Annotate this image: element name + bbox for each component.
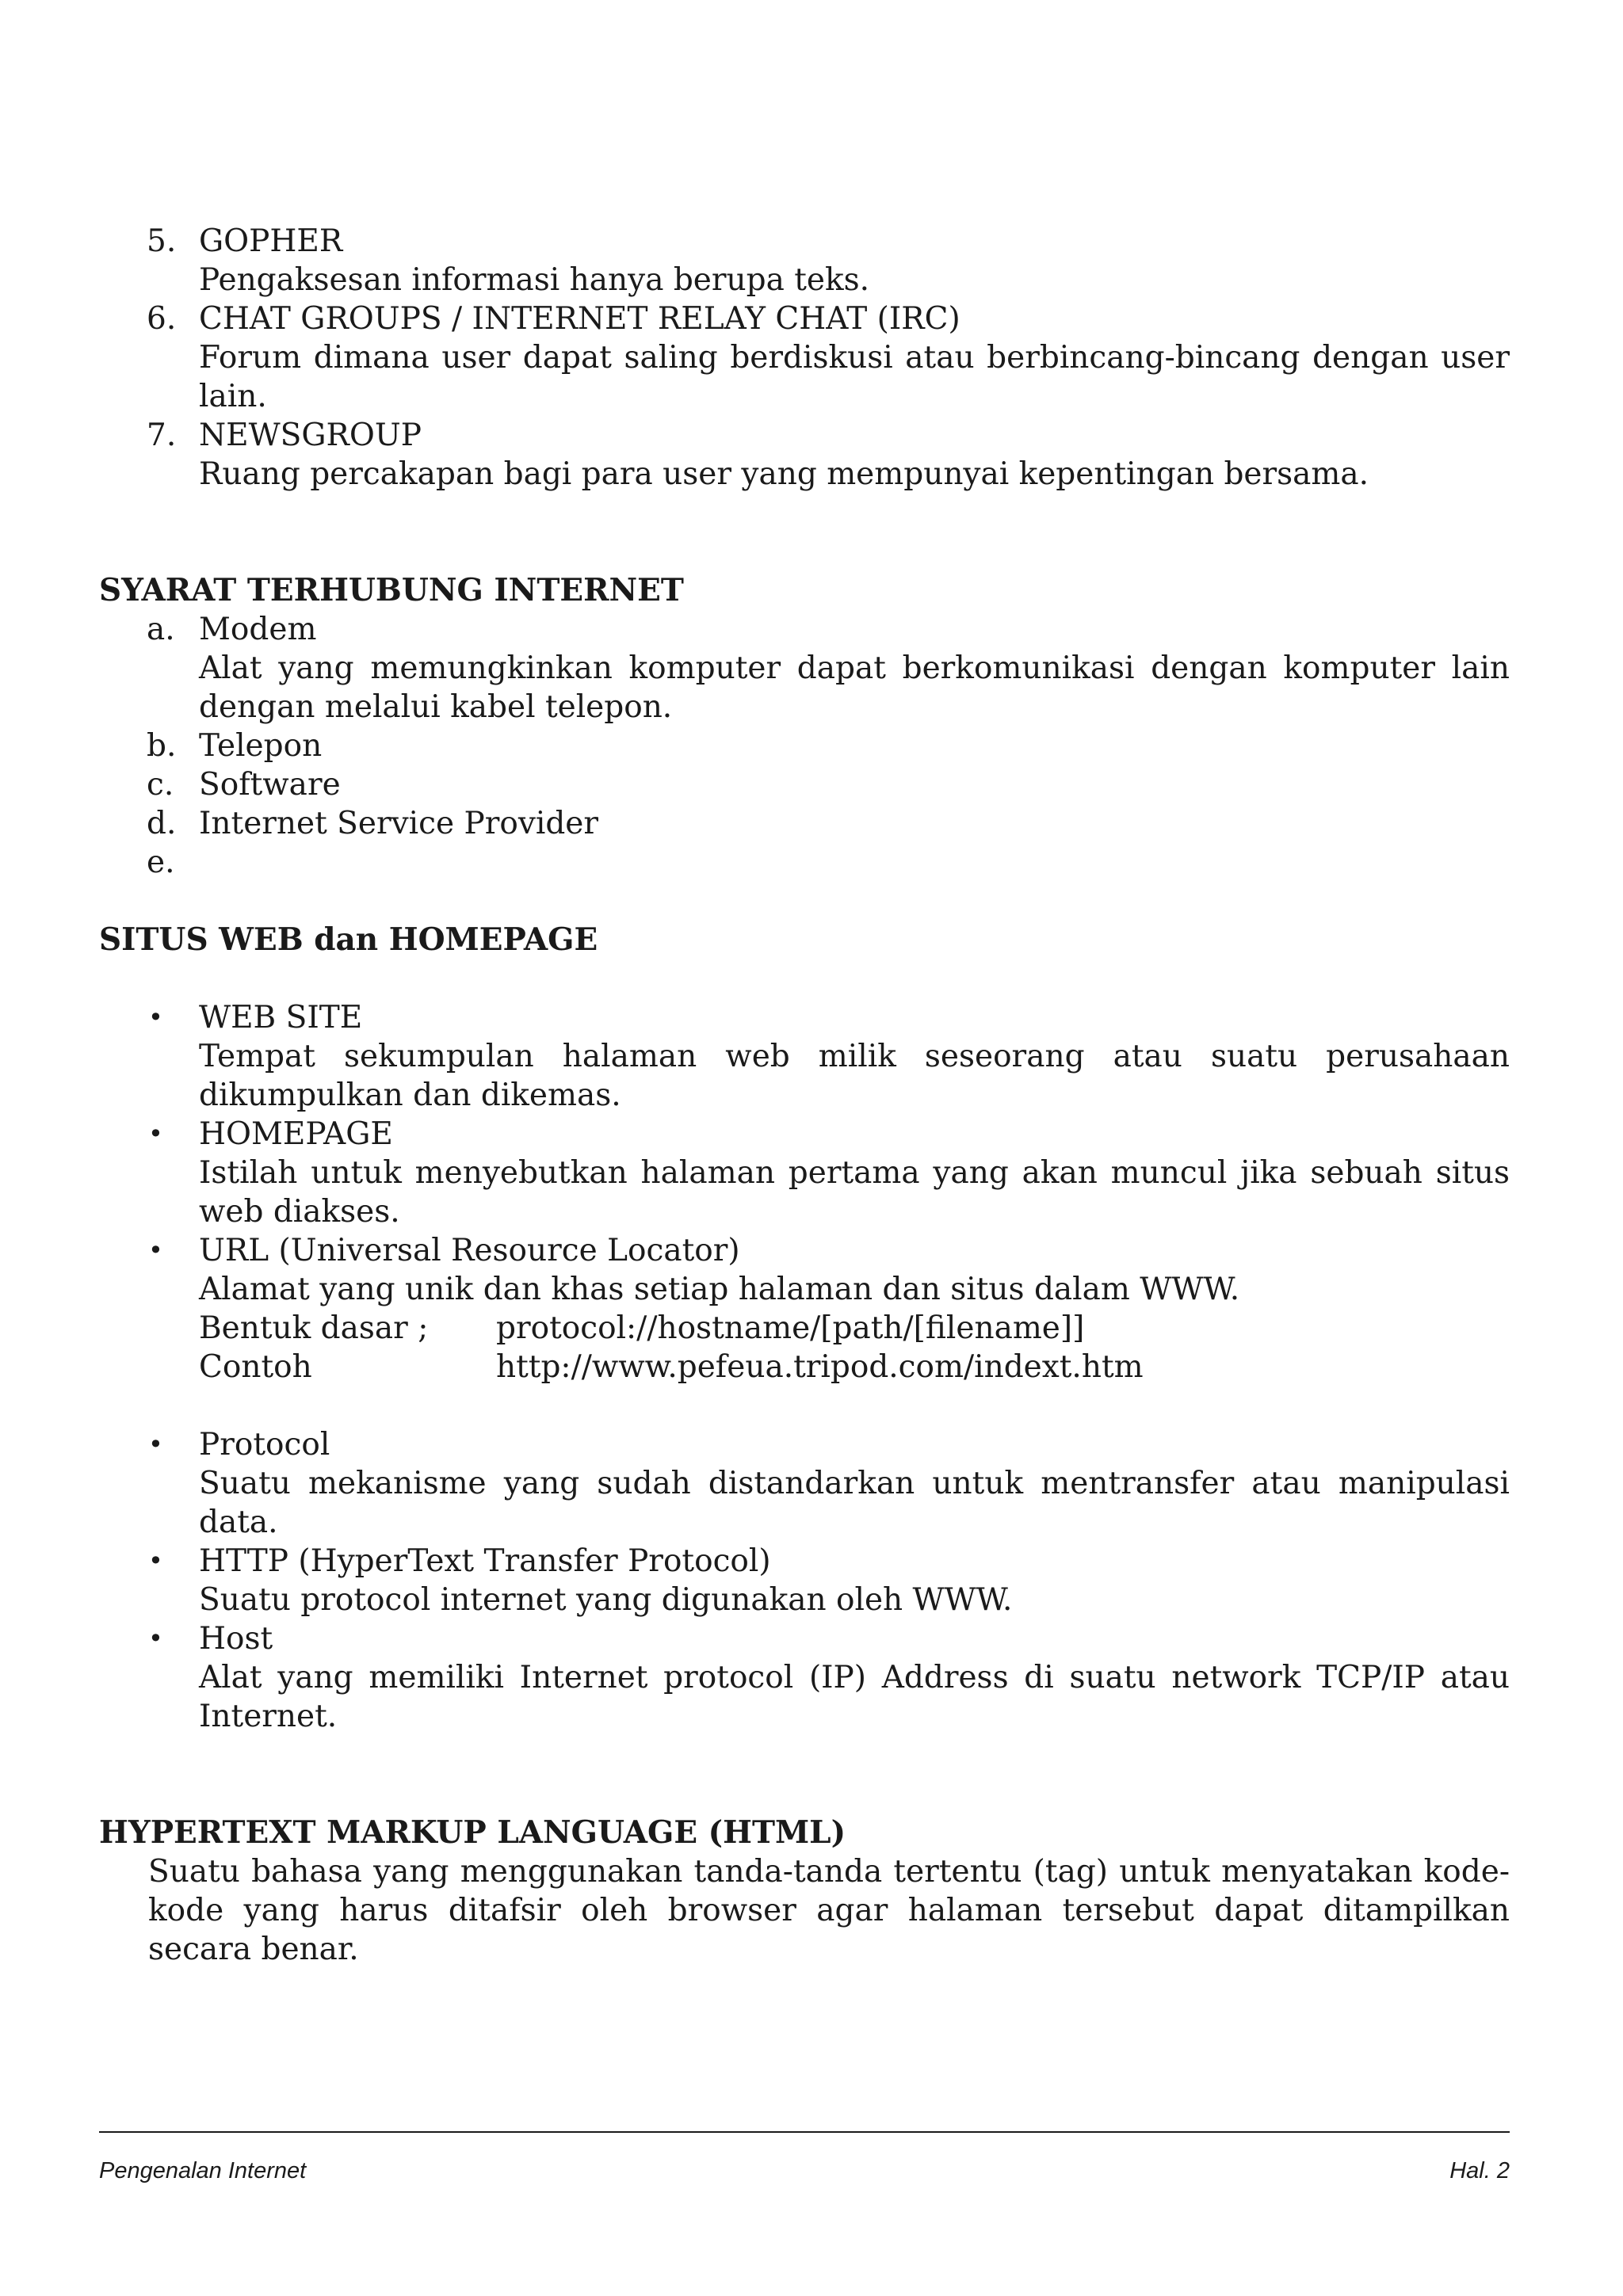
footer-title: Pengenalan Internet bbox=[99, 2158, 307, 2183]
list-letter: a. bbox=[147, 612, 175, 647]
bullet-item bbox=[99, 1115, 1510, 1231]
list-letter: c. bbox=[147, 767, 174, 803]
bullet-item bbox=[99, 1619, 1510, 1736]
item-description: Forum dimana user dapat saling berdiskusi atau berbincang-bincang dengan user lain. bbox=[199, 340, 1510, 414]
list-letter: e. bbox=[147, 845, 175, 880]
list-item bbox=[99, 843, 1510, 882]
section-heading-html: HYPERTEXT MARKUP LANGUAGE (HTML) bbox=[99, 1814, 846, 1851]
page-number: Hal. 2 bbox=[1449, 2158, 1510, 2183]
item-title: NEWSGROUP bbox=[199, 418, 422, 453]
section-heading-situs: SITUS WEB dan HOMEPAGE bbox=[99, 921, 598, 958]
item-description: Tempat sekumpulan halaman web milik seseorang atau suatu perusahaan dikumpulkan dan dikemas. bbox=[199, 1039, 1510, 1113]
list-letter: b. bbox=[147, 728, 177, 764]
bullet-icon: • bbox=[148, 1002, 163, 1032]
item-title: URL (Universal Resource Locator) bbox=[199, 1233, 740, 1268]
item-title: HTTP (HyperText Transfer Protocol) bbox=[199, 1543, 771, 1579]
list-item bbox=[99, 765, 1510, 804]
item-title: Modem bbox=[199, 612, 317, 647]
url-example-row bbox=[199, 1348, 1510, 1386]
item-title: Software bbox=[199, 767, 341, 803]
bullet-icon: • bbox=[148, 1429, 163, 1459]
list-item bbox=[99, 222, 1510, 299]
bullet-icon: • bbox=[148, 1623, 163, 1653]
url-format-row bbox=[199, 1309, 1510, 1348]
item-description: Ruang percakapan bagi para user yang mempunyai kepentingan bersama. bbox=[199, 456, 1369, 492]
bullet-item bbox=[99, 1542, 1510, 1619]
item-title: WEB SITE bbox=[199, 1000, 363, 1035]
section-heading-syarat: SYARAT TERHUBUNG INTERNET bbox=[99, 572, 684, 608]
item-title: Internet Service Provider bbox=[199, 806, 599, 841]
list-item bbox=[99, 299, 1510, 416]
url-example-value: http://www.pefeua.tripod.com/indext.htm bbox=[496, 1349, 1144, 1385]
item-title: HOMEPAGE bbox=[199, 1116, 393, 1152]
list-letter: d. bbox=[147, 806, 177, 841]
bullet-item bbox=[99, 998, 1510, 1115]
url-example-key: Contoh bbox=[199, 1349, 312, 1385]
item-description: Alamat yang unik dan khas setiap halaman dan situs dalam WWW. bbox=[199, 1272, 1240, 1307]
html-description: Suatu bahasa yang menggunakan tanda-tanda tertentu (tag) untuk menyatakan kode-kode yang harus ditafsir oleh browser agar halaman tersebut dapat ditampilkan secara benar. bbox=[148, 1854, 1510, 1967]
footer-divider bbox=[99, 2131, 1510, 2133]
list-number: 6. bbox=[147, 301, 177, 337]
bullet-item bbox=[99, 1231, 1510, 1386]
item-title: Host bbox=[199, 1621, 273, 1657]
url-format-key: Bentuk dasar ; bbox=[199, 1310, 429, 1346]
item-title: Protocol bbox=[199, 1427, 330, 1463]
item-title: CHAT GROUPS / INTERNET RELAY CHAT (IRC) bbox=[199, 301, 960, 337]
list-item bbox=[99, 416, 1510, 494]
item-description: Istilah untuk menyebutkan halaman pertama yang akan muncul jika sebuah situs web diakses. bbox=[199, 1155, 1510, 1230]
bullet-item bbox=[99, 1425, 1510, 1542]
item-description: Suatu mekanisme yang sudah distandarkan untuk mentransfer atau manipulasi data. bbox=[199, 1466, 1510, 1540]
list-item bbox=[99, 804, 1510, 843]
page-content bbox=[99, 222, 1510, 1969]
item-title bbox=[199, 843, 1510, 882]
list-number: 7. bbox=[147, 418, 177, 453]
list-item bbox=[99, 610, 1510, 727]
item-description: Alat yang memungkinkan komputer dapat berkomunikasi dengan komputer lain dengan melalui kabel telepon. bbox=[199, 650, 1510, 725]
item-title: GOPHER bbox=[199, 223, 343, 259]
bullet-icon: • bbox=[148, 1546, 163, 1576]
url-format-value: protocol://hostname/[path/[filename]] bbox=[496, 1310, 1085, 1346]
bullet-icon: • bbox=[148, 1119, 163, 1149]
item-description: Pengaksesan informasi hanya berupa teks. bbox=[199, 262, 870, 298]
item-title: Telepon bbox=[199, 728, 323, 764]
list-number: 5. bbox=[147, 223, 177, 259]
item-description: Suatu protocol internet yang digunakan oleh WWW. bbox=[199, 1582, 1013, 1618]
list-item bbox=[99, 727, 1510, 765]
item-description: Alat yang memiliki Internet protocol (IP) Address di suatu network TCP/IP atau Internet. bbox=[199, 1660, 1510, 1734]
bullet-icon: • bbox=[148, 1235, 163, 1265]
